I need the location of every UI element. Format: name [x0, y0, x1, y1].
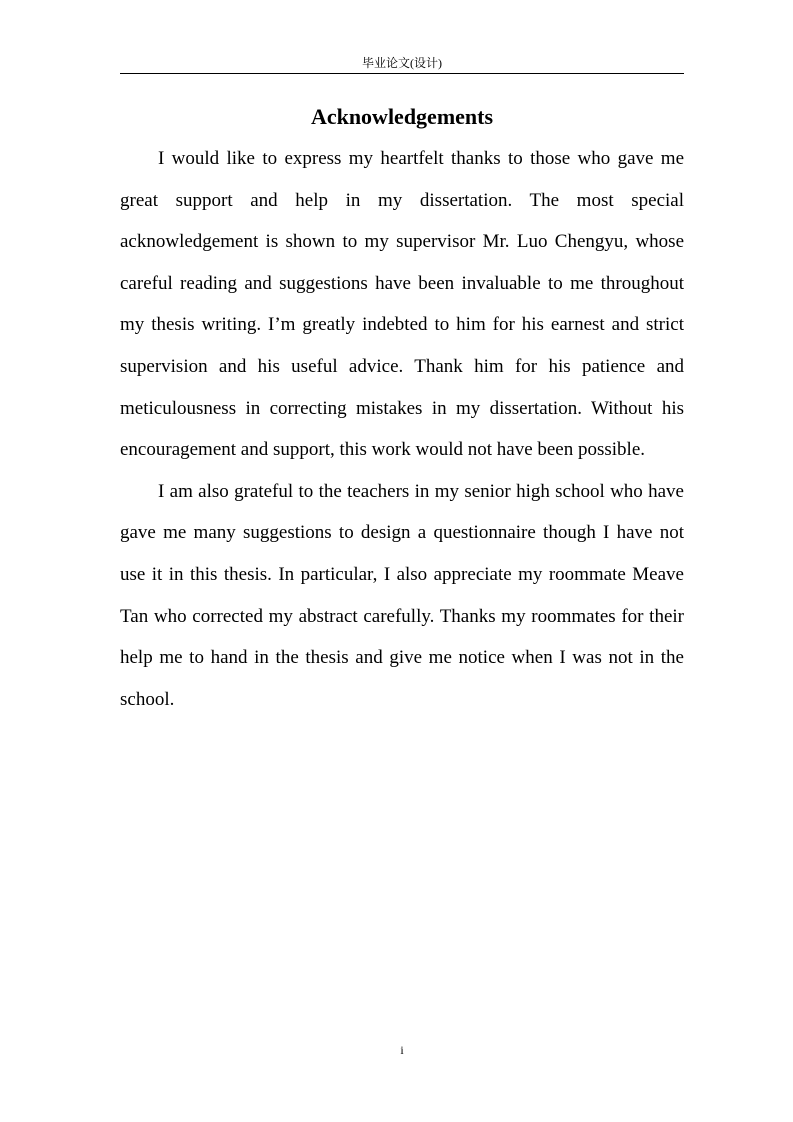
page-title: Acknowledgements [310, 104, 494, 129]
paragraph: I am also grateful to the teachers in my senior high school who have gave me many suggestions to design a questionnaire though I have not use it in this thesis. In particular, I also appreciate my roommate Meave Tan who corrected my abstract carefully. Thanks my roommates for their help me to hand in the thesis and give me notice when I was not in the school. [120, 480, 684, 710]
paragraph: I would like to express my heartfelt thanks to those who gave me great support and help in my dissertation. The most special acknowledgement is shown to my supervisor Mr. Luo Chengyu, whose careful reading and suggestions have been invaluable to me throughout my thesis writing. I’m greatly indebted to him for his earnest and strict supervision and his useful advice. Thank him for his patience and meticulousness in correcting mistakes in my dissertation. Without his encouragement and support, this work would not have been possible. [120, 148, 684, 461]
body-text [120, 138, 684, 720]
header-rule [120, 73, 684, 74]
page-number: i [400, 1043, 404, 1057]
running-header: 毕业论文(设计) [362, 56, 442, 70]
